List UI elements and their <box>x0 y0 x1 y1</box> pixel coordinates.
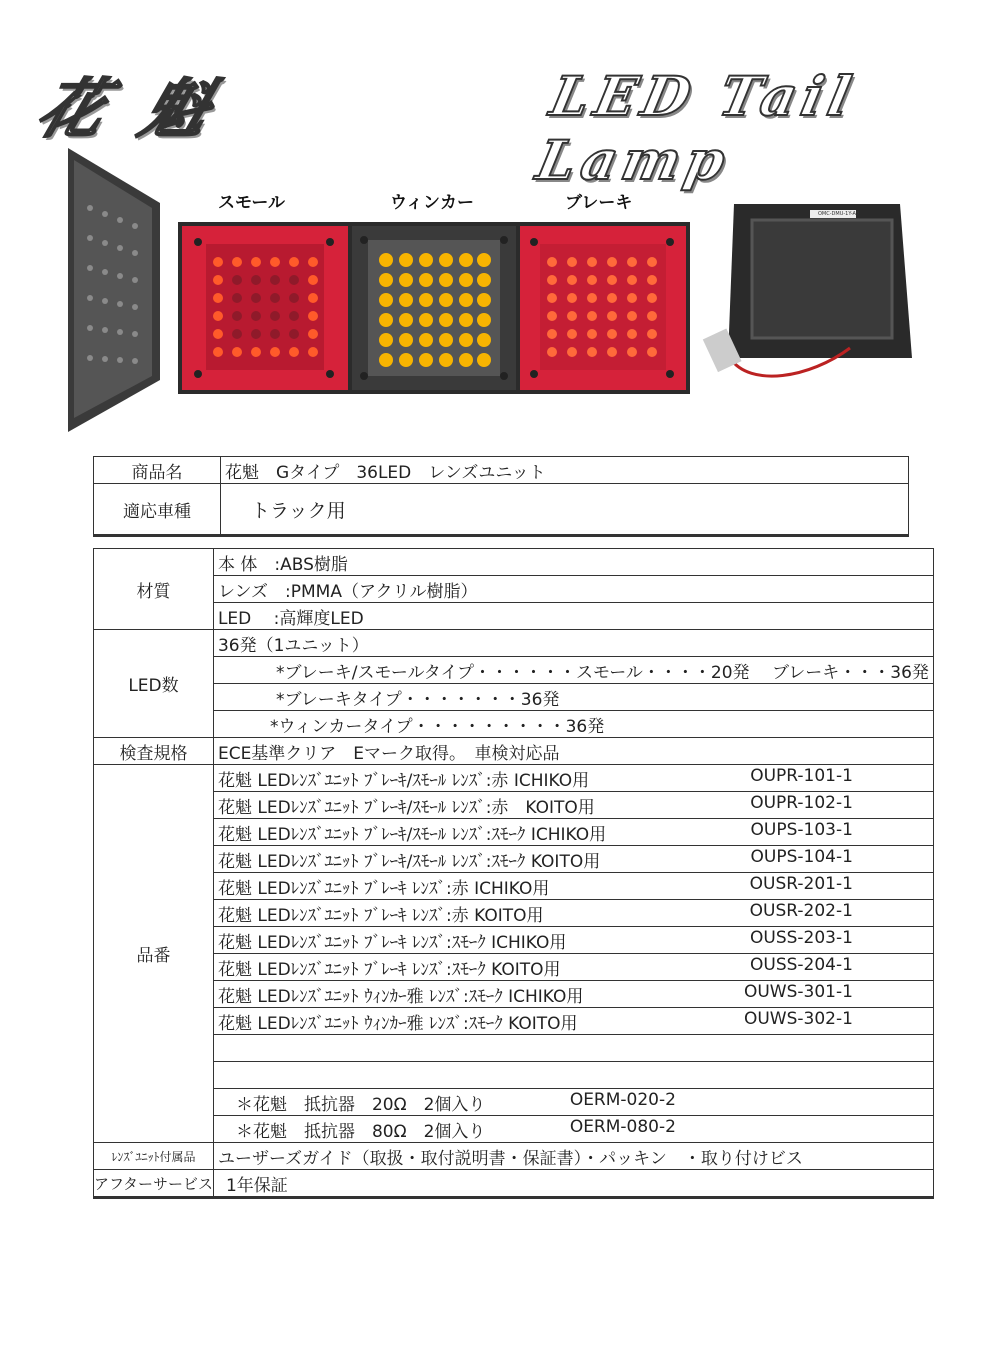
label-small: スモール <box>218 193 285 213</box>
part-name: 花魁 LEDﾚﾝｽﾞﾕﾆｯﾄ ﾌﾞﾚｰｷ/ｽﾓｰﾙ ﾚﾝｽﾞ:ｽﾓｰｸ ICHIKO用 <box>217 824 607 845</box>
part-code: OUPR-102-1 <box>750 792 853 813</box>
vehicle-value: トラック用 <box>221 484 909 536</box>
service-value: 1年保証 <box>213 1170 933 1198</box>
part-row <box>213 792 933 819</box>
resistor-code: OERM-080-2 <box>569 1116 676 1137</box>
part-name: 花魁 LEDﾚﾝｽﾞﾕﾆｯﾄ ｳｨﾝｶｰ雅 ﾚﾝｽﾞ:ｽﾓｰｸ ICHIKO用 <box>217 986 584 1007</box>
material-label: 材質 <box>94 549 214 630</box>
part-name: 花魁 LEDﾚﾝｽﾞﾕﾆｯﾄ ﾌﾞﾚｰｷ ﾚﾝｽﾞ:ｽﾓｰｸ KOITO用 <box>217 959 561 980</box>
led-line: *ブレーキタイプ・・・・・・・36発 <box>213 684 933 711</box>
label-brake: ブレーキ <box>565 193 633 213</box>
resistor-row <box>213 1116 933 1143</box>
resistor-name: ＊花魁 抵抗器 20Ω 2個入り <box>235 1094 486 1115</box>
back-sticker-label: OMC-DMU-1Y-A3 <box>818 211 860 217</box>
part-code: OUWS-301-1 <box>743 981 853 1002</box>
part-name: 花魁 LEDﾚﾝｽﾞﾕﾆｯﾄ ﾌﾞﾚｰｷ ﾚﾝｽﾞ:赤 ICHIKO用 <box>217 878 550 899</box>
resistor-row <box>213 1089 933 1116</box>
part-row <box>213 927 933 954</box>
part-name: 花魁 LEDﾚﾝｽﾞﾕﾆｯﾄ ﾌﾞﾚｰｷ/ｽﾓｰﾙ ﾚﾝｽﾞ:ｽﾓｰｸ KOITO用 <box>217 851 601 872</box>
part-code: OUSS-204-1 <box>750 954 853 975</box>
accessory-value: ユーザーズガイド（取扱・取付説明書・保証書）・パッキン ・取り付けビス <box>213 1143 933 1170</box>
part-name: 花魁 LEDﾚﾝｽﾞﾕﾆｯﾄ ﾌﾞﾚｰｷ/ｽﾓｰﾙ ﾚﾝｽﾞ:赤 ICHIKO用 <box>217 770 590 791</box>
product-name: 花魁 Gタイプ 36LED レンズユニット <box>221 457 909 484</box>
led-count-label: LED数 <box>94 630 214 738</box>
part-name: 花魁 LEDﾚﾝｽﾞﾕﾆｯﾄ ﾌﾞﾚｰｷ ﾚﾝｽﾞ:赤 KOITO用 <box>217 905 544 926</box>
table-product <box>93 456 909 537</box>
led-line: *ブレーキ/スモールタイプ・・・・・・スモール・・・・20発 ブレーキ・・・36発 <box>213 657 933 684</box>
inspection-label: 検査規格 <box>94 738 214 765</box>
part-code: OUPR-101-1 <box>750 765 853 786</box>
part-row <box>213 1008 933 1035</box>
material-line: LED :高輝度LED <box>213 603 933 630</box>
logo-japanese: 花魁 <box>28 72 261 147</box>
resistor-code: OERM-020-2 <box>569 1089 676 1110</box>
part-row <box>213 765 933 792</box>
part-name: 花魁 LEDﾚﾝｽﾞﾕﾆｯﾄ ﾌﾞﾚｰｷ ﾚﾝｽﾞ:ｽﾓｰｸ ICHIKO用 <box>217 932 567 953</box>
empty-row <box>213 1062 933 1089</box>
lamp-front-photo <box>178 222 690 394</box>
empty-row <box>213 1035 933 1062</box>
lamp-back-photo <box>700 198 920 398</box>
part-code: OUPS-104-1 <box>750 846 853 867</box>
part-code: OUSR-202-1 <box>749 900 853 921</box>
part-row <box>213 873 933 900</box>
logo-english: LED Tail Lamp <box>531 64 863 192</box>
inspection-value: ECE基準クリア Eマーク取得。 車検対応品 <box>213 738 933 765</box>
label-winker: ウィンカー <box>390 193 474 213</box>
part-name: 花魁 LEDﾚﾝｽﾞﾕﾆｯﾄ ﾌﾞﾚｰｷ/ｽﾓｰﾙ ﾚﾝｽﾞ:赤 KOITO用 <box>217 797 595 818</box>
part-code: OUSR-201-1 <box>749 873 853 894</box>
part-code: OUPS-103-1 <box>750 819 853 840</box>
material-line: レンズ :PMMA（アクリル樹脂） <box>213 576 933 603</box>
part-row <box>213 819 933 846</box>
part-row <box>213 954 933 981</box>
product-name-label: 商品名 <box>94 457 221 484</box>
part-name: 花魁 LEDﾚﾝｽﾞﾕﾆｯﾄ ｳｨﾝｶｰ雅 ﾚﾝｽﾞ:ｽﾓｰｸ KOITO用 <box>217 1013 578 1034</box>
part-row <box>213 846 933 873</box>
table-specs <box>93 548 934 1199</box>
led-line: *ウィンカータイプ・・・・・・・・・36発 <box>213 711 933 738</box>
part-row <box>213 900 933 927</box>
vehicle-label: 適応車種 <box>94 484 221 536</box>
resistor-name: ＊花魁 抵抗器 80Ω 2個入り <box>235 1121 486 1142</box>
accessory-label: ﾚﾝｽﾞﾕﾆｯﾄ付属品 <box>94 1143 214 1170</box>
part-code: OUWS-302-1 <box>743 1008 853 1029</box>
service-label: アフターサービス <box>94 1170 214 1198</box>
part-code: OUSS-203-1 <box>750 927 853 948</box>
part-number-label: 品番 <box>94 765 214 1143</box>
led-line: 36発（1ユニット） <box>213 630 933 657</box>
lamp-side-photo <box>60 148 170 433</box>
material-line: 本 体 :ABS樹脂 <box>213 549 933 576</box>
part-row <box>213 981 933 1008</box>
